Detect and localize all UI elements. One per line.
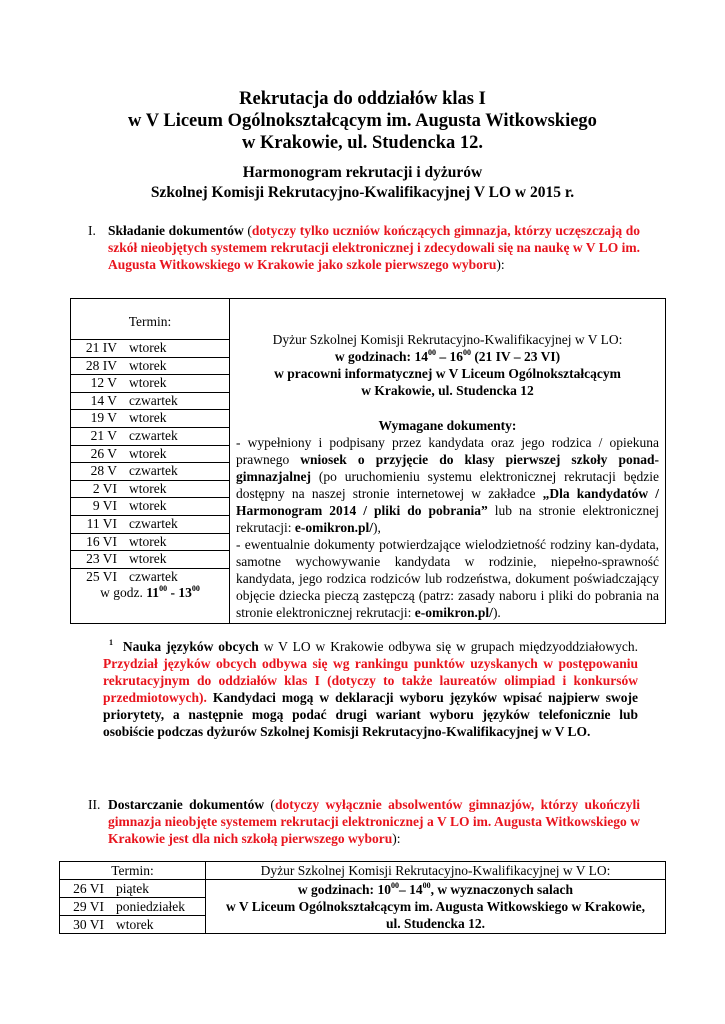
date-row — [60, 916, 205, 934]
section-2-title: Dostarczanie dokumentów — [108, 797, 265, 812]
required-docs-title: Wymagane dokumenty: — [378, 418, 517, 433]
weekday-cell: wtorek — [121, 375, 229, 393]
termin-label: Termin: — [71, 299, 229, 340]
section-1-number: I. — [88, 223, 96, 238]
title-line-3: w Krakowie, ul. Studencka 12. — [241, 133, 484, 153]
weekday-cell: czwartek — [121, 392, 229, 410]
date-row — [71, 427, 229, 445]
duty-hours: w godzinach: $14^{00} - 16^{00}$ (21 IV – 23 VI) — [334, 348, 561, 364]
date-cell: 25 VI — [86, 568, 117, 584]
date-cell: 26 VI — [60, 880, 108, 898]
date-row — [71, 480, 229, 498]
document-subtitle — [0, 163, 725, 203]
date-row — [71, 410, 229, 428]
date-row — [71, 533, 229, 551]
date-cell: 29 VI — [60, 898, 108, 916]
duty-place-1: w pracowni informatycznej w V Liceum Ogólnokształcącym — [274, 366, 621, 381]
language-note: $^1$ Nauka języków obcych w V LO w Krakowie odbywa się w grupach międzyoddziałowych. Przydział języków obcych odbywa się wg rankingu punktów uzyskanych w postępowaniu rekrutacyjnym do oddziałów klas I (dotyczy to także laureatów olimpiad i konkursów przedmiotowych). Kandydaci mogą w deklaracji wyboru języków wpisać najpierw swoje priorytety, a następnie mogą podać drugi wariant wyboru języków telefonicznie lub osobiście podczas dyżurów Szkolnej Komisji Rekrutacyjno-Kwalifikacyjnej w V LO. — [103, 638, 638, 739]
date-row — [71, 445, 229, 463]
date-row — [71, 568, 229, 585]
t2-duty-place-2: ul. Studencka 12. — [385, 916, 486, 931]
hours-label: w godz. $11^{00} - 13^{00}$ — [100, 584, 200, 601]
date-cell: 12 V — [71, 375, 121, 393]
weekday-cell: wtorek — [121, 498, 229, 516]
section-2 — [88, 796, 640, 847]
date-row — [71, 375, 229, 393]
weekday-cell: wtorek — [116, 917, 154, 932]
weekday-cell: poniedziałek — [108, 898, 205, 916]
weekday-cell: wtorek — [121, 410, 229, 428]
section-1-text: Składanie dokumentów (dotyczy tylko uczniów kończących gimnazja, którzy uczęszczają do szkół nieobjętych systemem rekrutacji elektronicznej i zdecydowali się na naukę w V LO im. Augusta Witkowskiego w Krakowie jako szkole pierwszego wyboru): — [108, 223, 640, 272]
section-1-title: Składanie dokumentów — [108, 223, 244, 238]
t2-duty-info — [206, 880, 666, 934]
weekday-cell: czwartek — [121, 427, 229, 445]
date-cell: 28 IV — [71, 357, 121, 375]
section-1-scope: dotyczy tylko uczniów kończących gimnazja, którzy uczęszczają do szkół nieobjętych systemem rekrutacji elektronicznej i zdecydowali się na naukę w V LO im. Augusta Witkowskiego w Krakowie jako szkole pierwszego wyboru — [108, 223, 640, 272]
date-cell: 16 VI — [71, 533, 121, 551]
date-row — [71, 357, 229, 375]
t2-duty-heading: Dyżur Szkolnej Komisji Rekrutacyjno-Kwalifikacyjnej w V LO: — [206, 862, 666, 880]
date-cell: 9 VI — [71, 498, 121, 516]
date-cell: 19 V — [71, 410, 121, 428]
date-row — [71, 551, 229, 569]
title-line-1: Rekrutacja do oddziałów klas I — [239, 89, 486, 109]
weekday-cell: wtorek — [121, 357, 229, 375]
document-title — [0, 88, 725, 154]
weekday-cell: wtorek — [121, 480, 229, 498]
t2-duty-place-1: w V Liceum Ogólnokształcącym im. Augusta Witkowskiego w Krakowie, — [225, 899, 646, 914]
duty-info — [230, 299, 666, 624]
date-cell: 26 V — [71, 445, 121, 463]
weekday-cell: czwartek — [129, 568, 178, 584]
t2-dates-column — [60, 880, 206, 934]
date-cell: 30 VI — [73, 917, 104, 932]
date-row — [71, 340, 229, 357]
t2-duty-hours: w godzinach: $10^{00}-$ $14^{00}$, w wyznaczonych salach — [297, 881, 574, 897]
note-marker: 1 — [109, 638, 113, 647]
section-2-text: Dostarczanie dokumentów (dotyczy wyłącznie absolwentów gimnazjów, którzy ukończyli gimnazja nieobjęte systemem rekrutacji elektronicznej a V LO im. Augusta Witkowskiego w Krakowie jest dla nich szkołą pierwszego wyboru): — [108, 797, 640, 846]
weekday-cell: wtorek — [121, 340, 229, 357]
subtitle-line-2: Szkolnej Komisji Rekrutacyjno-Kwalifikacyjnej V LO w 2015 r. — [150, 184, 575, 201]
date-row — [71, 392, 229, 410]
weekday-cell: piątek — [108, 880, 205, 898]
subtitle-line-1: Harmonogram rekrutacji i dyżurów — [242, 164, 483, 181]
required-doc-2: - ewentualnie dokumenty potwierdzające wielodzietność rodziny kan-dydata, samotne wychowywanie kandydata w rodzinie, niepełno-sprawność kandydata, jego rodzica rodziców lub rodzeństwa, dokument poświadczający objęcie dziecka pieczą zastępczą (patrz: zasady naboru i pliki do pobrania na stronie elektronicznej rekrutacji: e-omikron.pl/). — [236, 537, 659, 620]
dates-column — [71, 299, 230, 624]
date-cell: 23 VI — [71, 551, 121, 569]
date-cell: 21 IV — [71, 340, 121, 357]
schedule-table-1 — [70, 298, 666, 624]
date-cell: 11 VI — [71, 515, 121, 533]
weekday-cell: czwartek — [121, 463, 229, 481]
duty-place-2: w Krakowie, ul. Studencka 12 — [361, 383, 534, 398]
t2-dates-list — [60, 880, 205, 933]
date-row — [60, 880, 205, 898]
required-doc-1: - wypełniony i podpisany przez kandydata oraz jego rodzica / opiekuna prawnego wniosek o przyjęcie do klasy pierwszej szkoły ponad-gimnazjalnej (po uruchomieniu systemu elektronicznej rekrutacji będzie dostępny na naszej stronie internetowej w zakładce „Dla kandydatów / Harmonogram 2014 / pliki do pobrania” lub na stronie elektronicznej rekrutacji: e-omikron.pl/), — [236, 435, 660, 535]
title-line-2: w V Liceum Ogólnokształcącym im. Augusta Witkowskiego — [128, 111, 597, 131]
duty-heading: Dyżur Szkolnej Komisji Rekrutacyjno-Kwalifikacyjnej w V LO: — [272, 332, 623, 347]
dates-list — [71, 340, 229, 585]
schedule-table-2 — [59, 861, 666, 934]
date-row — [71, 463, 229, 481]
date-cell: 2 VI — [71, 480, 121, 498]
date-cell: 21 V — [71, 427, 121, 445]
section-1 — [88, 222, 640, 273]
weekday-cell: czwartek — [121, 515, 229, 533]
t2-termin-label: Termin: — [60, 862, 206, 880]
section-2-scope: dotyczy wyłącznie absolwentów gimnazjów, którzy ukończyli gimnazja nieobjęte systemem rekrutacji elektronicznej a V LO im. Augusta Witkowskiego w Krakowie jest dla nich szkołą pierwszego wyboru — [108, 797, 640, 846]
date-row — [60, 898, 205, 916]
date-row — [71, 515, 229, 533]
weekday-cell: wtorek — [121, 445, 229, 463]
section-2-number: II. — [88, 797, 101, 812]
note-red-text: Przydział języków obcych odbywa się wg rankingu punktów uzyskanych w postępowaniu rekrutacyjnym do oddziałów klas I (dotyczy to także laureatów olimpiad i konkursów przedmiotowych). — [103, 656, 638, 705]
date-cell: 28 V — [71, 463, 121, 481]
weekday-cell: wtorek — [121, 551, 229, 569]
date-cell: 14 V — [71, 392, 121, 410]
weekday-cell: wtorek — [121, 533, 229, 551]
date-row — [71, 498, 229, 516]
